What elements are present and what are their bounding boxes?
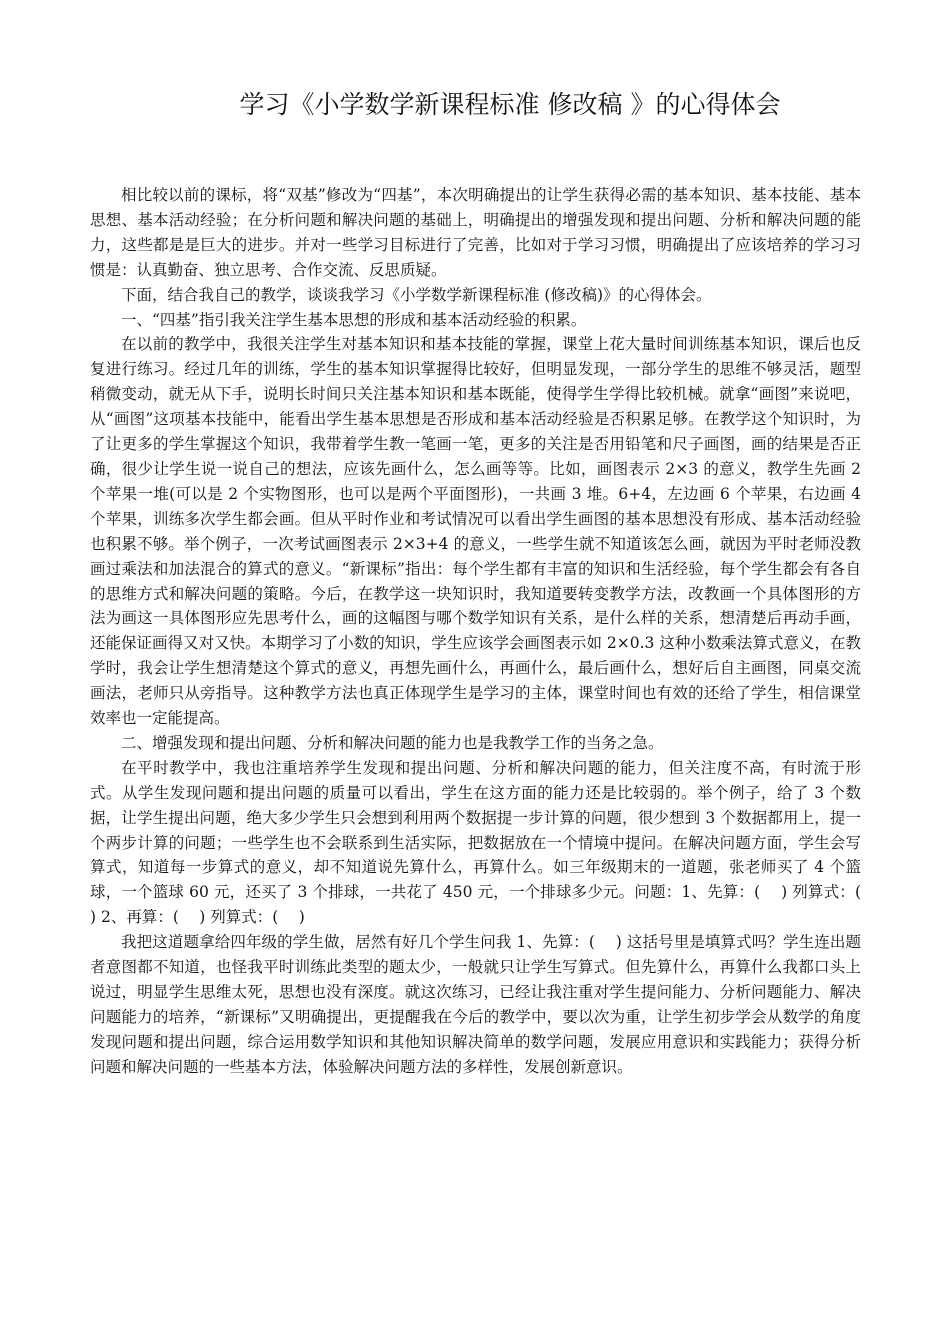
section-heading: 一、“四基”指引我关注学生基本思想的形成和基本活动经验的积累。	[121, 310, 587, 329]
paragraph: 在平时教学中，我也注重培养学生发现和提出问题、分析和解决问题的能力，但关注度不高，有时流于形式。从学生发现问题和提出问题的质量可以看出，学生在这方面的能力还是比较弱的。举个例子，给了 3 个数据，让学生提出问题，绝大多少学生只会想到利用两个数据提一步计算的问题，很少想到 3 个数据都用上，提一个两步计算的问题；一些学生也不会联系到生活实际，把数据放在一个情境中提问。在解决问题方面，学生会写算式，知道每一步算式的意义，却不知道说先算什么，再算什么。如三年级期末的一道题，张老师买了 4 个篮球，一个篮球 60 元，还买了 3 个排球，一共花了 450 元，一个排球多少元。问题：1、先算：( ) 列算式：( ) 2、再算：( ) 列算式：( )	[90, 758, 882, 927]
paragraph: 下面，结合我自己的教学，谈谈我学习《小学数学新课程标准 (修改稿)》的心得体会。	[121, 285, 712, 304]
paragraph: 相比较以前的课标，将“双基”修改为“四基”，本次明确提出的让学生获得必需的基本知识、基本技能、基本思想、基本活动经验；在分析问题和解决问题的基础上，明确提出的增强发现和提出问题、分析和解决问题的能力，这些都是是巨大的进步。并对一些学习目标进行了完善，比如对于学习习惯，明确提出了应该培养的学习习惯是：认真勤奋、独立思考、合作交流、反思质疑。	[90, 186, 861, 279]
document-title: 学习《小学数学新课程标准 修改稿 》的心得体会	[239, 90, 781, 119]
document-body	[90, 183, 882, 1080]
section-heading: 二、增强发现和提出问题、分析和解决问题的能力也是我教学工作的当务之急。	[121, 733, 664, 752]
paragraph: 我把这道题拿给四年级的学生做，居然有好几个学生问我 1、先算：( ) 这括号里是填算式吗？学生连出题者意图都不知道，也怪我平时训练此类型的题太少，一般就只让学生写算式。但先算什么，再算什么我都口头上说过，明显学生思维太死，思想也没有深度。就这次练习，已经让我注重对学生提问能力、分析问题能力、解决问题能力的培养，“新课标”又明确提出，更提醒我在今后的教学中，要以次为重，让学生初步学会从数学的角度发现问题和提出问题，综合运用数学知识和其他知识解决简单的数学问题，发展应用意识和实践能力；获得分析问题和解决问题的一些基本方法，体验解决问题方法的多样性，发展创新意识。	[90, 933, 861, 1076]
paragraph: 在以前的教学中，我很关注学生对基本知识和基本技能的掌握，课堂上花大量时间训练基本知识，课后也反复进行练习。经过几年的训练，学生的基本知识掌握得比较好，但明显发现，一部分学生的思维不够灵活，题型稍微变动，就无从下手，说明长时间只关注基本知识和基本既能，使得学生学得比较机械。就拿“画图”来说吧，从“画图”这项基本技能中，能看出学生基本思想是否形成和基本活动经验是否积累足够。在教学这个知识时，为了让更多的学生掌握这个知识，我带着学生教一笔画一笔，更多的关注是否用铅笔和尺子画图，画的结果是否正确，很少让学生说一说自己的想法，应该先画什么，怎么画等等。比如，画图表示 2×3 的意义，教学生先画 2 个苹果一堆(可以是 2 个实物图形，也可以是两个平面图形)，一共画 3 堆。6+4，左边画 6 个苹果，右边画 4 个苹果，训练多次学生都会画。但从平时作业和考试情况可以看出学生画图的基本思想没有形成、基本活动经验也积累不够。举个例子，一次考试画图表示 2×3+4 的意义，一些学生就不知道该怎么画，就因为平时老师没教画过乘法和加法混合的算式的意义。“新课标”指出：每个学生都有丰富的知识和生活经验，每个学生都会有各自的思维方式和解决问题的策略。今后，在教学这一块知识时，我知道要转变教学方法，改教画一个具体图形的方法为画这一具体图形应先思考什么，画的这幅图与哪个数学知识有关系，是什么样的关系，想清楚后再动手画，还能保证画得又对又快。本期学习了小数的知识，学生应该学会画图表示如 2×0.3 这种小数乘法算式意义，在教学时，我会让学生想清楚这个算式的意义，再想先画什么，再画什么，最后画什么，想好后自主画图，同桌交流画法，老师只从旁指导。这种教学方法也真正体现学生是学习的主体，课堂时间也有效的还给了学生，相信课堂效率也一定能提高。	[90, 335, 861, 728]
